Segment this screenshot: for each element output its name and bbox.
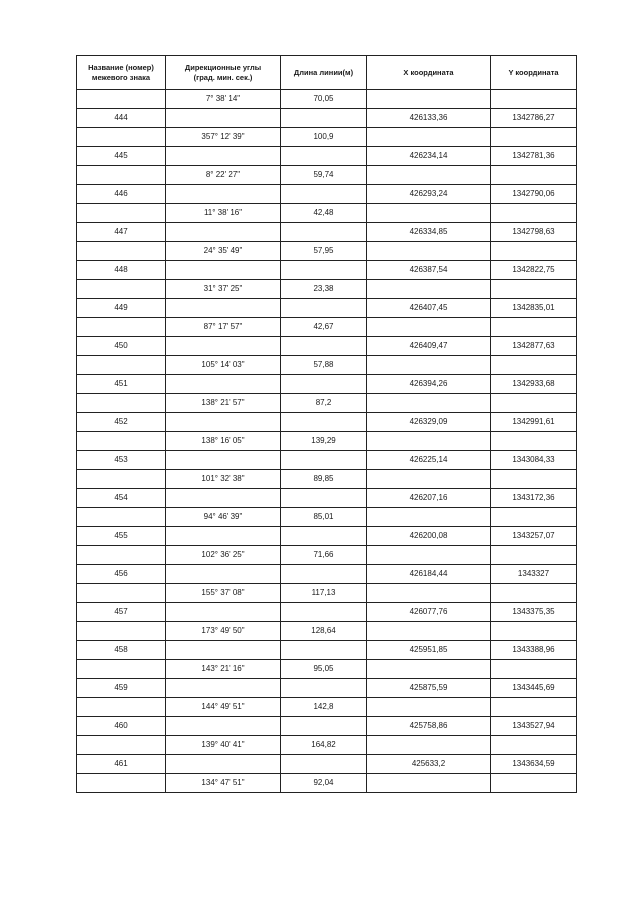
- x-coordinate-cell: 426329,09: [367, 413, 491, 432]
- line-length-cell: 42,48: [281, 204, 367, 223]
- x-coordinate-cell: 426077,76: [367, 603, 491, 622]
- y-coordinate-cell: [491, 432, 577, 451]
- table-row-line: [77, 166, 577, 185]
- table-row-line: [77, 698, 577, 717]
- y-coordinate-cell: 1343527,94: [491, 717, 577, 736]
- marker-name-cell: [77, 204, 166, 223]
- line-length-cell: 23,38: [281, 280, 367, 299]
- direction-angle-cell: 94° 46' 39": [166, 508, 281, 527]
- y-coordinate-cell: [491, 774, 577, 793]
- y-coordinate-cell: [491, 356, 577, 375]
- line-length-cell: 42,67: [281, 318, 367, 337]
- x-coordinate-cell: [367, 318, 491, 337]
- table-row-point: [77, 223, 577, 242]
- y-coordinate-cell: 1343257,07: [491, 527, 577, 546]
- table-row-point: [77, 337, 577, 356]
- line-length-cell: 92,04: [281, 774, 367, 793]
- direction-angle-cell: [166, 603, 281, 622]
- header-direction-angle-line1: Дирекционные углы: [184, 62, 262, 72]
- line-length-cell: [281, 223, 367, 242]
- x-coordinate-cell: [367, 242, 491, 261]
- direction-angle-cell: [166, 223, 281, 242]
- line-length-cell: 57,88: [281, 356, 367, 375]
- line-length-cell: 59,74: [281, 166, 367, 185]
- x-coordinate-cell: [367, 698, 491, 717]
- line-length-cell: [281, 641, 367, 660]
- table-row-line: [77, 128, 577, 147]
- direction-angle-cell: 7° 38' 14": [166, 90, 281, 109]
- marker-name-cell: 455: [77, 527, 166, 546]
- y-coordinate-cell: [491, 736, 577, 755]
- x-coordinate-cell: 426207,16: [367, 489, 491, 508]
- direction-angle-cell: 143° 21' 16": [166, 660, 281, 679]
- direction-angle-cell: 87° 17' 57": [166, 318, 281, 337]
- direction-angle-cell: 105° 14' 03": [166, 356, 281, 375]
- y-coordinate-cell: 1342786,27: [491, 109, 577, 128]
- y-coordinate-cell: [491, 622, 577, 641]
- table-row-line: [77, 774, 577, 793]
- y-coordinate-cell: [491, 128, 577, 147]
- table-row-point: [77, 641, 577, 660]
- x-coordinate-cell: 426133,36: [367, 109, 491, 128]
- x-coordinate-cell: [367, 394, 491, 413]
- table-row-point: [77, 565, 577, 584]
- marker-name-cell: 453: [77, 451, 166, 470]
- line-length-cell: 117,13: [281, 584, 367, 603]
- header-marker-name: [77, 56, 166, 90]
- direction-angle-cell: [166, 109, 281, 128]
- y-coordinate-cell: 1343388,96: [491, 641, 577, 660]
- y-coordinate-cell: 1342822,75: [491, 261, 577, 280]
- direction-angle-cell: 144° 49' 51": [166, 698, 281, 717]
- table-row-line: [77, 204, 577, 223]
- table-row-point: [77, 451, 577, 470]
- x-coordinate-cell: 426409,47: [367, 337, 491, 356]
- marker-name-cell: 459: [77, 679, 166, 698]
- marker-name-cell: 448: [77, 261, 166, 280]
- marker-name-cell: 461: [77, 755, 166, 774]
- x-coordinate-cell: 426293,24: [367, 185, 491, 204]
- direction-angle-cell: 139° 40' 41": [166, 736, 281, 755]
- x-coordinate-cell: [367, 736, 491, 755]
- x-coordinate-cell: [367, 128, 491, 147]
- header-direction-angle-line2: (град. мин. сек.): [193, 72, 253, 82]
- table-row-point: [77, 299, 577, 318]
- marker-name-cell: [77, 508, 166, 527]
- y-coordinate-cell: 1342835,01: [491, 299, 577, 318]
- line-length-cell: [281, 147, 367, 166]
- marker-name-cell: [77, 128, 166, 147]
- direction-angle-cell: [166, 261, 281, 280]
- marker-name-cell: [77, 736, 166, 755]
- line-length-cell: 89,85: [281, 470, 367, 489]
- marker-name-cell: 446: [77, 185, 166, 204]
- table-body: [77, 90, 577, 793]
- line-length-cell: [281, 299, 367, 318]
- table-row-line: [77, 242, 577, 261]
- line-length-cell: 71,66: [281, 546, 367, 565]
- marker-name-cell: 460: [77, 717, 166, 736]
- y-coordinate-cell: [491, 470, 577, 489]
- x-coordinate-cell: [367, 508, 491, 527]
- marker-name-cell: 454: [77, 489, 166, 508]
- line-length-cell: [281, 679, 367, 698]
- marker-name-cell: [77, 584, 166, 603]
- direction-angle-cell: [166, 565, 281, 584]
- line-length-cell: [281, 185, 367, 204]
- table-row-point: [77, 603, 577, 622]
- direction-angle-cell: [166, 527, 281, 546]
- marker-name-cell: [77, 356, 166, 375]
- x-coordinate-cell: [367, 774, 491, 793]
- table-row-point: [77, 679, 577, 698]
- direction-angle-cell: 138° 16' 05": [166, 432, 281, 451]
- x-coordinate-cell: 426387,54: [367, 261, 491, 280]
- header-marker-name-line1: Название (номер): [88, 62, 154, 72]
- x-coordinate-cell: [367, 546, 491, 565]
- direction-angle-cell: [166, 413, 281, 432]
- line-length-cell: [281, 261, 367, 280]
- table-row-line: [77, 280, 577, 299]
- x-coordinate-cell: 426200,08: [367, 527, 491, 546]
- line-length-cell: 142,8: [281, 698, 367, 717]
- marker-name-cell: [77, 774, 166, 793]
- table-row-point: [77, 185, 577, 204]
- marker-name-cell: [77, 166, 166, 185]
- marker-name-cell: 450: [77, 337, 166, 356]
- y-coordinate-cell: 1343084,33: [491, 451, 577, 470]
- line-length-cell: [281, 527, 367, 546]
- direction-angle-cell: [166, 375, 281, 394]
- marker-name-cell: 456: [77, 565, 166, 584]
- y-coordinate-cell: [491, 204, 577, 223]
- y-coordinate-cell: 1342781,36: [491, 147, 577, 166]
- table-row-line: [77, 546, 577, 565]
- table-row-line: [77, 584, 577, 603]
- direction-angle-cell: [166, 337, 281, 356]
- marker-name-cell: [77, 546, 166, 565]
- header-marker-name-line2: межевого знака: [91, 72, 151, 82]
- line-length-cell: 87,2: [281, 394, 367, 413]
- header-line-length: Длина линии(м): [281, 56, 367, 90]
- y-coordinate-cell: 1342877,63: [491, 337, 577, 356]
- x-coordinate-cell: 426334,85: [367, 223, 491, 242]
- marker-name-cell: [77, 242, 166, 261]
- y-coordinate-cell: [491, 90, 577, 109]
- table-header-row: [77, 56, 577, 90]
- y-coordinate-cell: [491, 584, 577, 603]
- y-coordinate-cell: [491, 508, 577, 527]
- marker-name-cell: [77, 660, 166, 679]
- direction-angle-cell: 357° 12' 39": [166, 128, 281, 147]
- line-length-cell: 85,01: [281, 508, 367, 527]
- marker-name-cell: 449: [77, 299, 166, 318]
- line-length-cell: 139,29: [281, 432, 367, 451]
- x-coordinate-cell: 426407,45: [367, 299, 491, 318]
- marker-name-cell: [77, 698, 166, 717]
- table-row-line: [77, 622, 577, 641]
- marker-name-cell: [77, 622, 166, 641]
- x-coordinate-cell: 425633,2: [367, 755, 491, 774]
- y-coordinate-cell: 1342933,68: [491, 375, 577, 394]
- marker-name-cell: [77, 318, 166, 337]
- y-coordinate-cell: [491, 280, 577, 299]
- direction-angle-cell: [166, 717, 281, 736]
- direction-angle-cell: 31° 37' 25": [166, 280, 281, 299]
- x-coordinate-cell: [367, 204, 491, 223]
- x-coordinate-cell: [367, 356, 491, 375]
- x-coordinate-cell: 426234,14: [367, 147, 491, 166]
- x-coordinate-cell: [367, 432, 491, 451]
- marker-name-cell: [77, 394, 166, 413]
- x-coordinate-cell: [367, 90, 491, 109]
- y-coordinate-cell: 1342991,61: [491, 413, 577, 432]
- x-coordinate-cell: 425875,59: [367, 679, 491, 698]
- y-coordinate-cell: [491, 660, 577, 679]
- direction-angle-cell: 134° 47' 51": [166, 774, 281, 793]
- y-coordinate-cell: 1343445,69: [491, 679, 577, 698]
- line-length-cell: [281, 603, 367, 622]
- marker-name-cell: 445: [77, 147, 166, 166]
- y-coordinate-cell: 1342790,06: [491, 185, 577, 204]
- line-length-cell: 164,82: [281, 736, 367, 755]
- y-coordinate-cell: 1343634,59: [491, 755, 577, 774]
- line-length-cell: 100,9: [281, 128, 367, 147]
- table-row-point: [77, 147, 577, 166]
- x-coordinate-cell: [367, 584, 491, 603]
- x-coordinate-cell: 426394,26: [367, 375, 491, 394]
- direction-angle-cell: [166, 489, 281, 508]
- direction-angle-cell: [166, 299, 281, 318]
- direction-angle-cell: [166, 641, 281, 660]
- direction-angle-cell: [166, 679, 281, 698]
- boundary-coordinates-table: [76, 55, 577, 793]
- marker-name-cell: [77, 280, 166, 299]
- table-row-line: [77, 318, 577, 337]
- marker-name-cell: 458: [77, 641, 166, 660]
- table-row-point: [77, 375, 577, 394]
- table-row-line: [77, 432, 577, 451]
- y-coordinate-cell: [491, 546, 577, 565]
- line-length-cell: [281, 755, 367, 774]
- direction-angle-cell: [166, 451, 281, 470]
- table-row-line: [77, 470, 577, 489]
- table-row-line: [77, 90, 577, 109]
- table-row-line: [77, 508, 577, 527]
- line-length-cell: 95,05: [281, 660, 367, 679]
- direction-angle-cell: [166, 185, 281, 204]
- table-row-point: [77, 261, 577, 280]
- direction-angle-cell: 138° 21' 57": [166, 394, 281, 413]
- y-coordinate-cell: 1342798,63: [491, 223, 577, 242]
- header-x-coordinate: X координата: [367, 56, 491, 90]
- table-row-point: [77, 717, 577, 736]
- line-length-cell: [281, 413, 367, 432]
- marker-name-cell: 447: [77, 223, 166, 242]
- direction-angle-cell: [166, 147, 281, 166]
- y-coordinate-cell: 1343375,35: [491, 603, 577, 622]
- line-length-cell: [281, 489, 367, 508]
- x-coordinate-cell: [367, 622, 491, 641]
- y-coordinate-cell: 1343172,36: [491, 489, 577, 508]
- x-coordinate-cell: [367, 166, 491, 185]
- y-coordinate-cell: [491, 242, 577, 261]
- marker-name-cell: [77, 470, 166, 489]
- line-length-cell: 57,95: [281, 242, 367, 261]
- x-coordinate-cell: [367, 660, 491, 679]
- line-length-cell: [281, 375, 367, 394]
- x-coordinate-cell: 426225,14: [367, 451, 491, 470]
- table-row-line: [77, 736, 577, 755]
- line-length-cell: 70,05: [281, 90, 367, 109]
- x-coordinate-cell: [367, 470, 491, 489]
- marker-name-cell: 457: [77, 603, 166, 622]
- table-row-point: [77, 527, 577, 546]
- table-row-line: [77, 356, 577, 375]
- y-coordinate-cell: [491, 698, 577, 717]
- x-coordinate-cell: 426184,44: [367, 565, 491, 584]
- x-coordinate-cell: 425951,85: [367, 641, 491, 660]
- marker-name-cell: 451: [77, 375, 166, 394]
- direction-angle-cell: 11° 38' 16": [166, 204, 281, 223]
- direction-angle-cell: 155° 37' 08": [166, 584, 281, 603]
- y-coordinate-cell: [491, 318, 577, 337]
- table-row-point: [77, 489, 577, 508]
- line-length-cell: [281, 451, 367, 470]
- x-coordinate-cell: [367, 280, 491, 299]
- table-row-line: [77, 660, 577, 679]
- table-row-point: [77, 755, 577, 774]
- direction-angle-cell: [166, 755, 281, 774]
- line-length-cell: [281, 109, 367, 128]
- x-coordinate-cell: 425758,86: [367, 717, 491, 736]
- table-row-point: [77, 413, 577, 432]
- y-coordinate-cell: 1343327: [491, 565, 577, 584]
- y-coordinate-cell: [491, 394, 577, 413]
- direction-angle-cell: 173° 49' 50": [166, 622, 281, 641]
- header-direction-angle: [166, 56, 281, 90]
- marker-name-cell: 444: [77, 109, 166, 128]
- direction-angle-cell: 102° 36' 25": [166, 546, 281, 565]
- line-length-cell: [281, 717, 367, 736]
- direction-angle-cell: 24° 35' 49": [166, 242, 281, 261]
- table-row-point: [77, 109, 577, 128]
- header-y-coordinate: Y координата: [491, 56, 577, 90]
- line-length-cell: 128,64: [281, 622, 367, 641]
- line-length-cell: [281, 337, 367, 356]
- y-coordinate-cell: [491, 166, 577, 185]
- direction-angle-cell: 8° 22' 27": [166, 166, 281, 185]
- table-row-line: [77, 394, 577, 413]
- marker-name-cell: [77, 90, 166, 109]
- marker-name-cell: 452: [77, 413, 166, 432]
- marker-name-cell: [77, 432, 166, 451]
- line-length-cell: [281, 565, 367, 584]
- direction-angle-cell: 101° 32' 38": [166, 470, 281, 489]
